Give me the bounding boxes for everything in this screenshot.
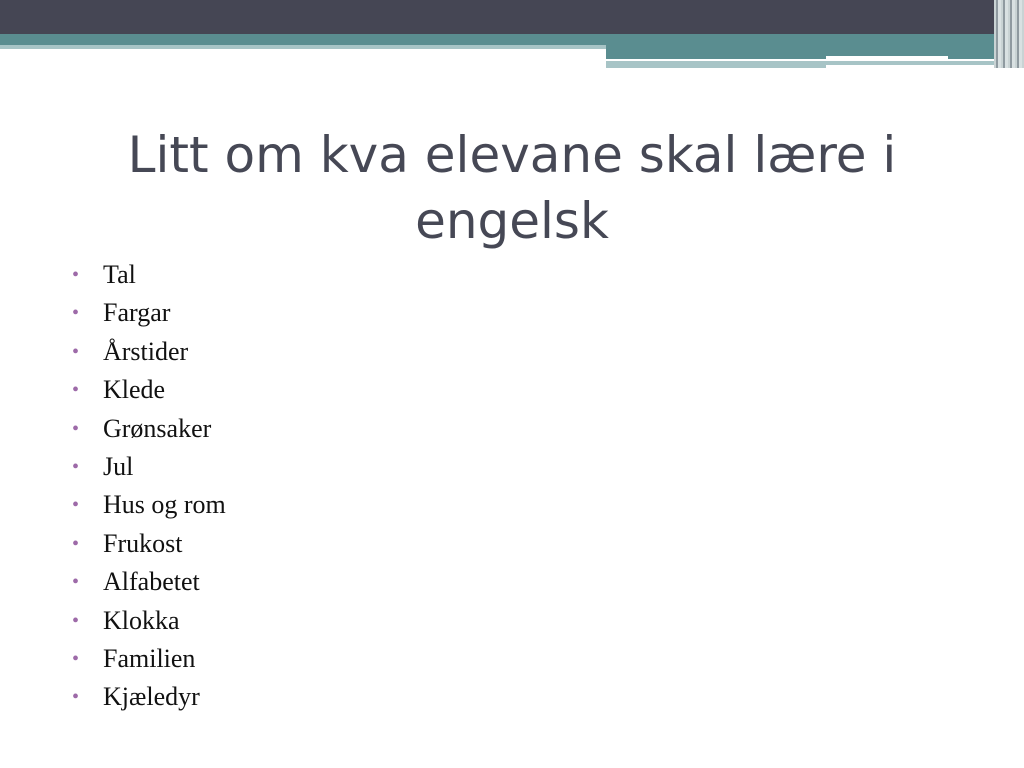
bullet-icon: • <box>72 264 80 286</box>
list-item <box>72 642 226 680</box>
header-line <box>606 61 826 68</box>
list-item <box>72 604 226 642</box>
list-item <box>72 488 226 526</box>
header-band-light <box>0 45 606 49</box>
list-item-label: Kjæledyr <box>103 682 200 712</box>
list-item-label: Klede <box>103 375 166 405</box>
list-item <box>72 296 226 334</box>
bullet-icon: • <box>72 455 80 478</box>
list-item-label: Årstider <box>103 336 189 366</box>
bullet-list <box>72 258 226 719</box>
header-band-teal <box>0 34 1024 45</box>
bullet-icon: • <box>72 379 80 402</box>
bullet-icon: • <box>72 647 80 670</box>
bullet-icon: • <box>72 302 80 325</box>
header-band-right <box>606 45 1024 59</box>
list-item <box>72 373 226 411</box>
header-stripes <box>994 0 1024 68</box>
header-line <box>826 56 948 59</box>
list-item-label: Hus og rom <box>103 490 226 520</box>
list-item <box>72 450 226 488</box>
bullet-icon: • <box>72 340 80 363</box>
list-item <box>72 527 226 565</box>
list-item-label: Jul <box>103 451 134 481</box>
bullet-icon: • <box>72 686 80 709</box>
list-item-label: Grønsaker <box>103 413 212 443</box>
list-item <box>72 412 226 450</box>
list-item-label: Klokka <box>103 605 180 635</box>
list-item-label: Frukost <box>103 528 183 558</box>
bullet-icon: • <box>72 494 80 517</box>
list-item-label: Tal <box>103 260 136 289</box>
list-item <box>72 680 226 718</box>
list-item <box>72 565 226 603</box>
bullet-icon: • <box>72 417 80 440</box>
list-item-label: Fargar <box>103 298 171 328</box>
list-item-label: Familien <box>103 643 196 673</box>
bullet-icon: • <box>72 532 80 555</box>
list-item <box>72 258 226 296</box>
header-band-dark <box>0 0 1024 34</box>
slide-title: Litt om kva elevane skal lære i engelsk <box>127 126 897 250</box>
bullet-icon: • <box>72 571 80 594</box>
list-item-label: Alfabetet <box>103 567 200 597</box>
list-item <box>72 335 226 373</box>
bullet-icon: • <box>72 609 80 632</box>
